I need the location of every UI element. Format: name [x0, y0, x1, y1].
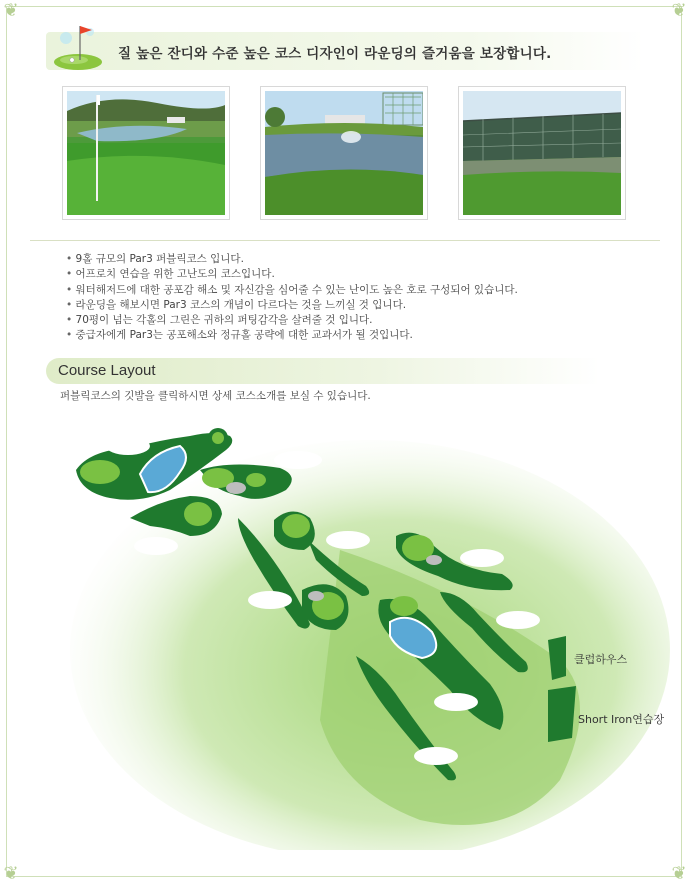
list-item: • 중급자에게 Par3는 공포해소와 정규홀 공략에 대한 교과서가 될 것입니다. [66, 328, 518, 343]
list-item: • 워터해저드에 대한 공포감 해소 및 자신감을 심어줄 수 있는 난이도 높은 호로 구성되어 있습니다. [66, 283, 518, 298]
corner-ornament-icon: ❦ [671, 863, 687, 884]
tee-marker[interactable] [274, 451, 322, 469]
tee-marker[interactable] [414, 747, 458, 765]
photo-fountain-pond [260, 86, 428, 220]
intro-banner [46, 32, 644, 70]
photo-practice-net [458, 86, 626, 220]
section-divider [30, 240, 660, 241]
banner-text: 질 높은 잔디와 수준 높은 코스 디자인이 라운딩의 즐거움을 보장합니다. [118, 46, 552, 62]
clubhouse-label[interactable]: 클럽하우스 [574, 653, 628, 666]
tee-marker[interactable] [134, 537, 178, 555]
list-item: • 9홀 규모의 Par3 퍼블릭코스 입니다. [66, 252, 518, 267]
tee-marker[interactable] [248, 591, 292, 609]
list-item: • 라운딩을 해보시면 Par3 코스의 개념이 다르다는 것을 느끼실 것 입니다. [66, 298, 518, 313]
list-item: • 어프로치 연습을 위한 고난도의 코스입니다. [66, 267, 518, 282]
course-layout-header [46, 358, 600, 384]
practice-range-label[interactable]: Short Iron연습장 [578, 713, 665, 726]
tee-marker[interactable] [496, 611, 540, 629]
tee-marker[interactable] [326, 531, 370, 549]
golf-flag-icon [50, 20, 106, 72]
feature-list [66, 252, 518, 344]
section-title: Course Layout [58, 362, 156, 379]
course-layout-note: 퍼블릭코스의 깃발을 클릭하시면 상세 코스소개를 보실 수 있습니다. [60, 390, 371, 402]
corner-ornament-icon: ❦ [671, 0, 687, 21]
photo-green-pond [62, 86, 230, 220]
tee-marker[interactable] [106, 437, 150, 455]
tee-marker[interactable] [434, 693, 478, 711]
course-map [40, 400, 680, 850]
practice-range[interactable] [548, 686, 576, 742]
corner-ornament-icon: ❦ [3, 0, 19, 21]
corner-ornament-icon: ❦ [3, 863, 19, 884]
tee-marker[interactable] [460, 549, 504, 567]
list-item: • 70평이 넘는 각홀의 그린은 귀하의 퍼팅감각을 살려줄 것 입니다. [66, 313, 518, 328]
